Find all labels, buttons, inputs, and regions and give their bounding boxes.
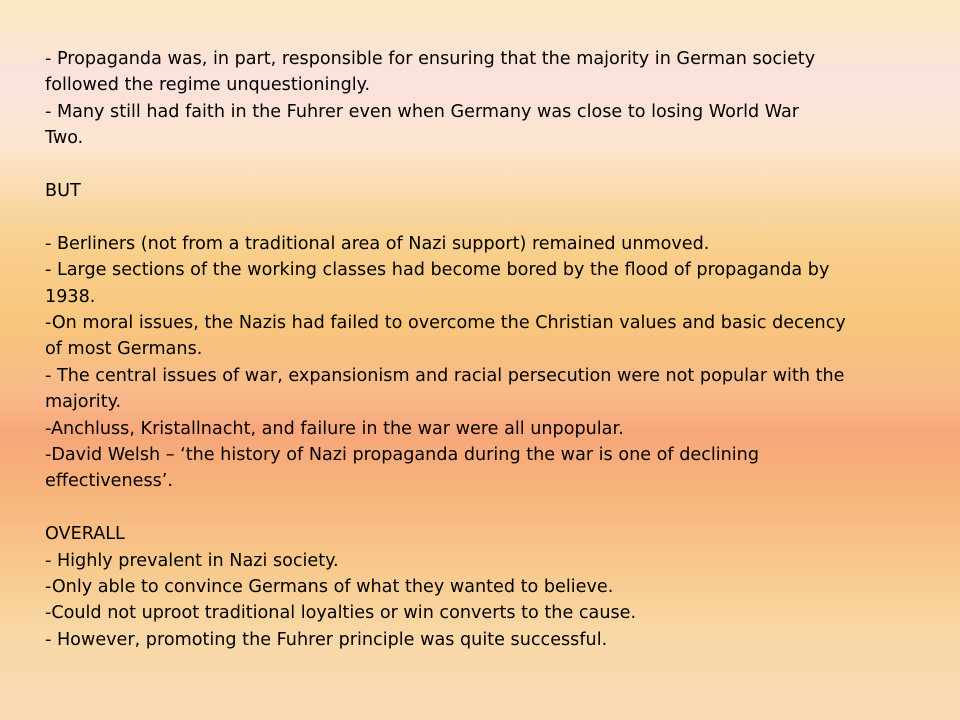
blank-line: [45, 152, 925, 178]
text-line: - Highly prevalent in Nazi society.: [45, 550, 339, 571]
blank-line: [45, 204, 925, 230]
text-line: - However, promoting the Fuhrer principle was quite successful.: [45, 629, 608, 650]
slide-body-text: [45, 46, 925, 653]
text-line: -On moral issues, the Nazis had failed to overcome the Christian values and basic decency: [45, 313, 846, 334]
text-line: -David Welsh – ‘the history of Nazi propaganda during the war is one of declining: [45, 445, 759, 466]
text-line: - Propaganda was, in part, responsible for ensuring that the majority in German society: [45, 49, 816, 69]
text-line: - Berliners (not from a traditional area of Nazi support) remained unmoved.: [45, 233, 710, 254]
section-heading-overall: OVERALL: [45, 524, 125, 545]
text-line: followed the regime unquestioningly.: [45, 75, 371, 96]
text-line: -Could not uproot traditional loyalties or win converts to the cause.: [45, 603, 637, 624]
text-line: Two.: [45, 128, 84, 149]
text-line: -Anchluss, Kristallnacht, and failure in the war were all unpopular.: [45, 418, 624, 439]
text-line: effectiveness’.: [45, 471, 173, 492]
text-line: 1938.: [45, 286, 96, 307]
section-heading-but: BUT: [45, 181, 81, 202]
text-line: - Many still had faith in the Fuhrer even when Germany was close to losing World War: [45, 101, 800, 122]
text-line: - Large sections of the working classes had become bored by the flood of propaganda by: [45, 260, 830, 281]
blank-line: [45, 495, 925, 521]
text-line: -Only able to convince Germans of what they wanted to believe.: [45, 577, 614, 598]
text-line: - The central issues of war, expansionism and racial persecution were not popular with the: [45, 365, 845, 386]
text-line: majority.: [45, 392, 122, 413]
text-line: of most Germans.: [45, 339, 203, 360]
